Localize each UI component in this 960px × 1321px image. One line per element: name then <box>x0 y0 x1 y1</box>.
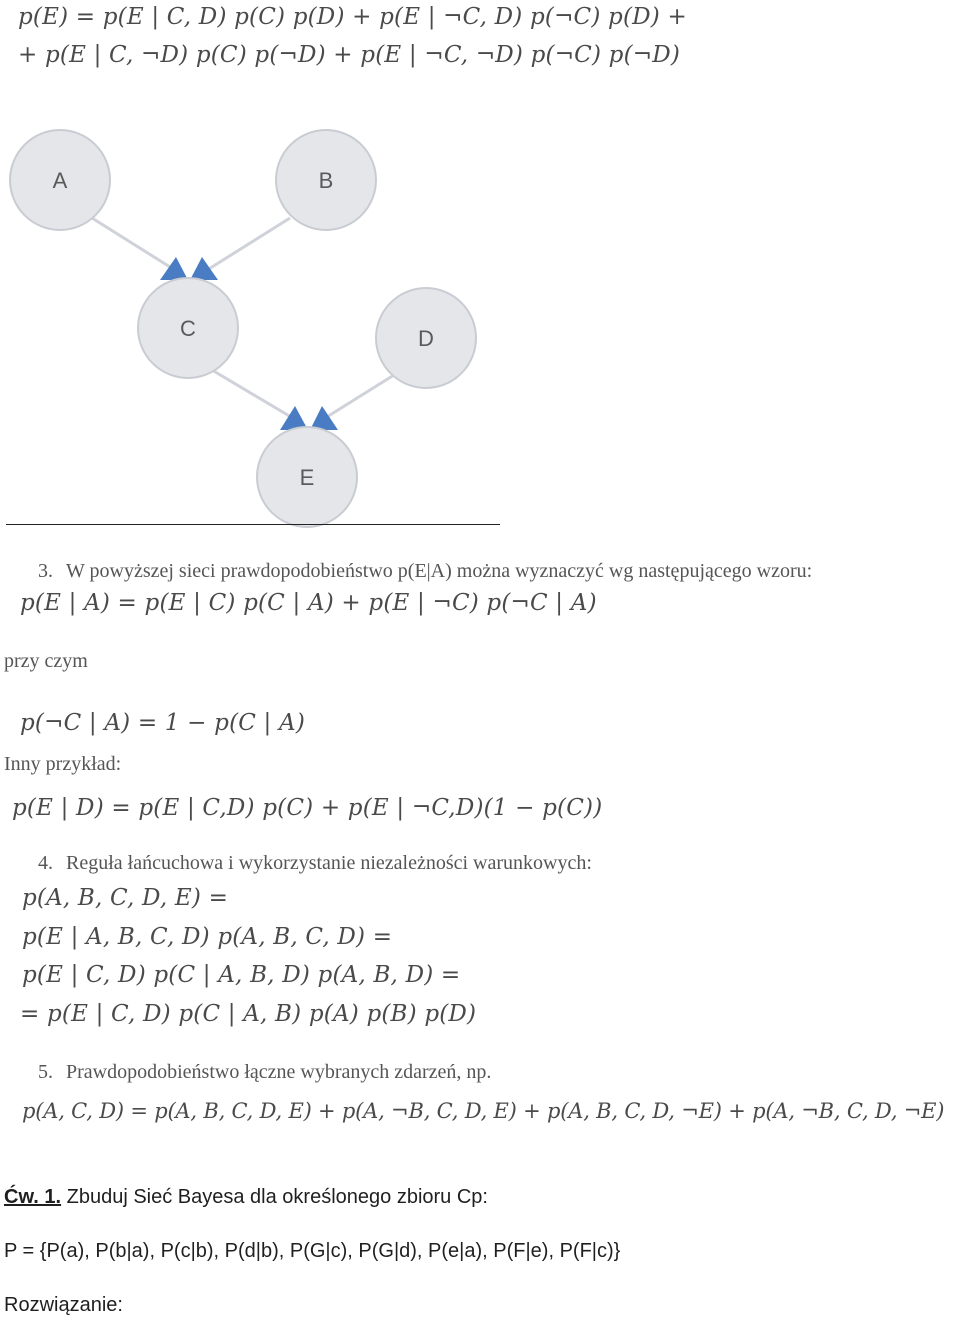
svg-text:B: B <box>318 168 334 193</box>
chain-rule-line-3: p(E | C, D) p(C | A, B, D) p(A, B, D) = <box>22 962 461 988</box>
section-3-formula-3: p(E | D) = p(E | C,D) p(C) + p(E | ¬C,D)(1 − p(C)) <box>12 795 603 821</box>
svg-text:D: D <box>418 326 434 351</box>
arrowhead-d-e <box>310 406 338 430</box>
svg-text:C: C <box>180 316 196 341</box>
exercise-set: P = {P(a), P(b|a), P(c|b), P(d|b), P(G|c), P(G|d), P(e|a), P(F|e), P(F|c)} <box>4 1240 621 1262</box>
section-5-number: 5. <box>38 1061 53 1083</box>
node-a <box>10 130 110 230</box>
section-4-text: Reguła łańcuchowa i wykorzystanie niezależności warunkowych: <box>66 852 592 874</box>
section-3-text: W powyższej sieci prawdopodobieństwo p(E|A) można wyznaczyć wg następującego wzoru: <box>66 560 813 582</box>
section-3-formula-2: p(¬C | A) = 1 − p(C | A) <box>20 710 305 736</box>
node-d <box>376 288 476 388</box>
node-e <box>257 427 357 527</box>
section-5-formula: p(A, C, D) = p(A, B, C, D, E) + p(A, ¬B, C, D, E) + p(A, B, C, D, ¬E) + p(A, ¬B, C, D, ¬E) <box>22 1099 945 1123</box>
solution-label: Rozwiązanie: <box>4 1294 123 1316</box>
chain-rule-line-2: p(E | A, B, C, D) p(A, B, C, D) = <box>22 924 393 950</box>
top-formula-line-1: p(E) = p(E | C, D) p(C) p(D) + p(E | ¬C, D) p(¬C) p(D) + <box>18 4 687 30</box>
exercise-label: Ćw. 1. <box>4 1186 62 1208</box>
section-3-formula: p(E | A) = p(E | C) p(C | A) + p(E | ¬C) p(¬C | A) <box>20 590 597 616</box>
edge-a-c <box>92 218 178 272</box>
przy-czym-text: przy czym <box>4 650 88 672</box>
section-5-heading <box>38 1061 491 1084</box>
edge-c-e <box>212 370 296 420</box>
section-4-heading <box>38 852 592 875</box>
arrowhead-b-c <box>190 257 218 280</box>
section-3-heading <box>38 560 812 583</box>
chain-rule-line-4: = p(E | C, D) p(C | A, B) p(A) p(B) p(D) <box>20 1001 477 1027</box>
separator-line <box>6 524 500 525</box>
svg-text:E: E <box>299 465 315 490</box>
node-c <box>138 278 238 378</box>
edge-b-c <box>204 218 290 272</box>
bayesian-network-diagram <box>0 120 520 530</box>
chain-rule-line-1: p(A, B, C, D, E) = <box>22 885 229 911</box>
exercise-heading <box>4 1186 488 1209</box>
edge-d-e <box>322 370 402 420</box>
inny-przyklad-text: Inny przykład: <box>4 753 122 775</box>
top-formula-line-2: + p(E | C, ¬D) p(C) p(¬D) + p(E | ¬C, ¬D) p(¬C) p(¬D) <box>18 42 681 68</box>
arrowhead-a-c <box>160 257 188 280</box>
section-3-number: 3. <box>38 560 53 582</box>
section-4-number: 4. <box>38 852 53 874</box>
svg-text:A: A <box>52 168 68 193</box>
node-b <box>276 130 376 230</box>
section-5-text: Prawdopodobieństwo łączne wybranych zdarzeń, np. <box>66 1061 492 1083</box>
exercise-text: Zbuduj Sieć Bayesa dla określonego zbioru Cp: <box>61 1186 488 1208</box>
